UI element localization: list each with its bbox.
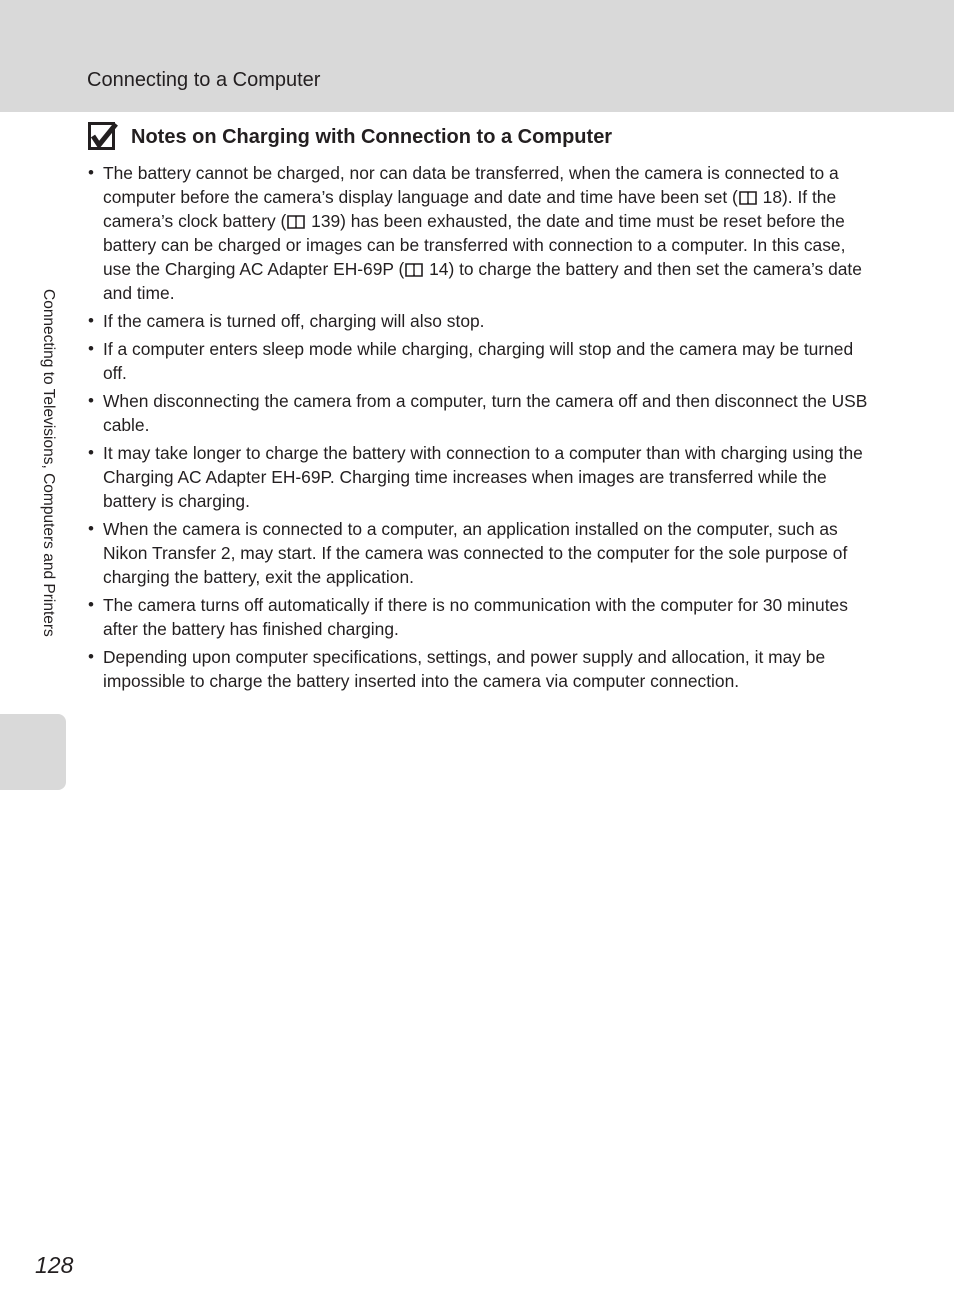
bullet: • xyxy=(88,311,94,330)
note-heading xyxy=(88,122,612,152)
bullet-text-part: 18). If the camera’s clock battery ( xyxy=(103,187,837,231)
list-item xyxy=(88,645,878,693)
bullet: • xyxy=(88,443,94,462)
bullet: • xyxy=(88,163,94,182)
bullet-text: If a computer enters sleep mode while charging, charging will stop and the camera may be turned off. xyxy=(103,339,854,383)
page-reference-book-icon xyxy=(739,187,757,202)
section-header-title: Connecting to a Computer xyxy=(87,69,321,91)
bullet: • xyxy=(88,595,94,614)
side-chapter-label: Connecting to Televisions, Computers and Printers xyxy=(40,289,57,637)
bullet-text-part: 139) has been exhausted, the date and time must be reset before the battery can be charged or images can be transferred with connection to a computer. In this case, use the Charging AC Adapter EH-69P ( xyxy=(103,211,846,279)
list-item xyxy=(88,389,878,437)
list-item xyxy=(88,593,878,641)
check-mark-icon xyxy=(88,122,118,152)
list-item xyxy=(88,337,878,385)
bullet: • xyxy=(88,339,94,358)
list-item xyxy=(88,441,878,513)
bullet-text: When the camera is connected to a computer, an application installed on the computer, such as Nikon Transfer 2, may start. If the camera was connected to the computer for the sole purpose of charging the battery, exit the application. xyxy=(103,519,848,587)
note-title: Notes on Charging with Connection to a Computer xyxy=(131,126,613,148)
list-item xyxy=(88,517,878,589)
page-number: 128 xyxy=(35,1252,74,1278)
page-reference-book-icon xyxy=(287,211,305,226)
bullet-text: The camera turns off automatically if there is no communication with the computer for 30 minutes after the battery has finished charging. xyxy=(103,595,848,639)
bullet-text: It may take longer to charge the battery with connection to a computer than with charging using the Charging AC Adapter EH-69P. Charging time increases when images are transferred while the battery is charging. xyxy=(103,443,863,511)
bullet-text-part: The battery cannot be charged, nor can data be transferred, when the camera is connected to a computer before the camera’s display language and date and time have been set ( xyxy=(103,163,839,207)
bullet-text: When disconnecting the camera from a computer, turn the camera off and then disconnect the USB cable. xyxy=(103,391,868,435)
bullet: • xyxy=(88,647,94,666)
notes-list xyxy=(88,161,878,697)
bullet-text: If the camera is turned off, charging will also stop. xyxy=(103,311,485,331)
side-chapter-tab xyxy=(0,714,66,790)
page-reference-book-icon xyxy=(405,259,423,274)
bullet-text: Depending upon computer specifications, settings, and power supply and allocation, it may be impossible to charge the battery inserted into the camera via computer connection. xyxy=(103,647,826,691)
bullet-text-part: 14) to charge the battery and then set the camera’s date and time. xyxy=(103,259,862,303)
header-band xyxy=(0,0,954,112)
bullet: • xyxy=(88,391,94,410)
bullet: • xyxy=(88,519,94,538)
list-item xyxy=(88,309,878,333)
list-item xyxy=(88,161,878,305)
